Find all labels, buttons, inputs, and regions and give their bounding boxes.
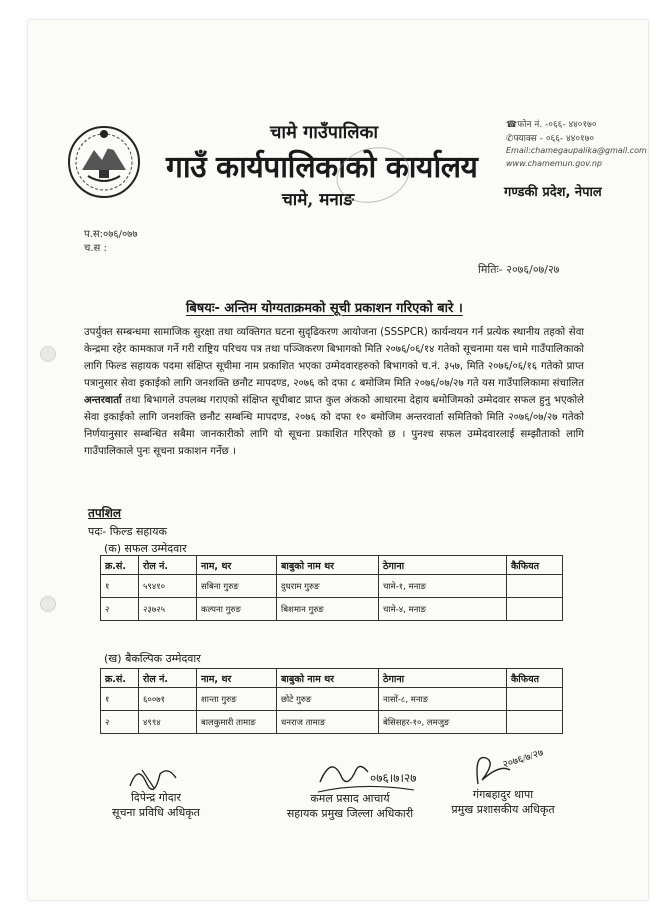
col-remarks: कैफियत (507, 669, 563, 688)
table-row (101, 688, 563, 711)
signatory-3 (428, 787, 578, 817)
cell-address: नासों-८, मनाङ (379, 688, 507, 711)
letter-date: मितिः- २०७६/०७/२७ (478, 263, 560, 276)
cell-father: बिशमान गुरुङ (277, 598, 379, 621)
cell-roll: ६००७१ (139, 688, 197, 711)
table-row (101, 598, 563, 621)
body-text-part2: तथा बिभागले उपलब्ध गराएको संक्षिप्त सूचीबाट प्राप्त कुल अंकको आधारमा देहाय बमोजिमको उम्मेदवार सफल हुनु भएकोले सेवा इकाईको लागि जनशक्ति छनौट सम्बन्धि मापदण्ड, २०७६ को दफा १० बमोजिम अन्तरवार्ता समितिको मिति २०७६/०७/२७ गतेको निर्णयानुसार सम्बन्धित सबैमा जानकारीको लागि यो सूचना प्रकाशित गरिएको छ । पुनश्च सफल उम्मेदवारलाई सम्झौताको लागि गाउँपालिकाले पुनः सूचना प्रकाशन गर्नेछ । (84, 395, 584, 457)
successful-candidates-table (100, 555, 563, 621)
email-address: Email:chamegaupalika@gmail.com (506, 146, 647, 155)
col-roll: रोल नं. (139, 556, 197, 575)
cell-name: शान्ता गुरुङ (197, 688, 277, 711)
col-name: नाम, थर (197, 669, 277, 688)
col-name: नाम, थर (197, 556, 277, 575)
alternate-candidates-table (100, 668, 563, 734)
table-row (101, 575, 563, 598)
municipality-name: चामे गाउँपालिका (270, 122, 379, 143)
signatory-1 (96, 790, 216, 820)
signature-1-image (124, 760, 184, 794)
cell-serial: २ (101, 711, 139, 734)
signatory-3-title: प्रमुख प्रशासकीय अधिकृत (451, 803, 555, 816)
cell-name: कल्पना गुरुङ (197, 598, 277, 621)
cell-remarks (507, 598, 563, 621)
fax-number: ✆फ्याक्स - ०६६- ४४०१७० (506, 134, 595, 144)
cell-father: दुधराम गुरुङ (277, 575, 379, 598)
cell-serial: २ (101, 598, 139, 621)
nepal-emblem-icon (66, 124, 142, 200)
col-roll: रोल नं. (139, 669, 197, 688)
body-text-part1: उपर्युक्त सम्बन्धमा सामाजिक सुरक्षा तथा व्यक्तिगत घटना सुदृढिकरण आयोजना (SSSPCR) कार्यन्वयन गर्न प्रत्येक स्थानीय तहको सेवा केन्द्रमा रहेर कामकाज गर्ने गरी राष्ट्रिय परिचय पत्र तथा पञ्जिकरण बिभागको मिति २०७६/०६/१४ गतेको सूचनामा यस चामे गाउँपालिकाको लागि फिल्ड सहायक पदमा संक्षिप्त सूचीमा नाम प्रकाशित भएका उम्मेदवारहरुको बिभागको च.नं. ३५७, मिति २०७६/०६/१६ गतेको प्राप्त पत्रानुसार सेवा इकाईको लागि जनशक्ति छनौट मापदण्ड, २०७६ को दफा ८ बमोजिम मिति २०७६/०७/२७ गते यस गाउँपालिकामा संचालित (84, 327, 584, 389)
cell-remarks (507, 575, 563, 598)
letter-subject: बिषयः- अन्तिम योग्यताक्रमको सूची प्रकाशन गरिएको बारे । (186, 301, 463, 316)
signature-3-date: २०७६/७/२७ (501, 747, 545, 771)
body-text-bold: अन्तरवार्ता (84, 395, 122, 406)
post-name: पदः- फिल्ड सहायक (88, 525, 167, 538)
signatory-3-name: गंगबहादुर थापा (472, 788, 534, 801)
cell-name: सबिना गुरुङ (197, 575, 277, 598)
cell-name: बालकुमारी तामाङ (197, 711, 277, 734)
punch-hole (40, 596, 56, 612)
cell-roll: २३७२५ (139, 598, 197, 621)
cell-remarks (507, 711, 563, 734)
punch-hole (40, 346, 56, 362)
signatory-2 (262, 791, 438, 821)
signatory-1-title: सूचना प्रविधि अधिकृत (112, 806, 200, 819)
signatory-1-name: दिपेन्द्र गोदार (131, 791, 181, 804)
table-row (101, 711, 563, 734)
table-header-row (101, 556, 563, 575)
cell-address: चामे-४, मनाङ (379, 598, 507, 621)
details-heading: तपशिल (88, 506, 122, 520)
letter-number: प.स:०७६/०७७ (84, 229, 138, 240)
letter-body (84, 324, 584, 460)
col-remarks: कैफियत (507, 556, 563, 575)
col-address: ठेगाना (379, 556, 507, 575)
col-father: बाबुको नाम थर (277, 669, 379, 688)
col-father: बाबुको नाम थर (277, 556, 379, 575)
office-name: गाउँ कार्यपालिकाको कार्यालय (166, 150, 478, 185)
website: www.chamemun.gov.np (506, 159, 602, 168)
cell-roll: ४९९४ (139, 711, 197, 734)
signatory-2-title: सहायक प्रमुख जिल्ला अधिकारी (286, 807, 414, 820)
cell-father: धनराज तामाङ (277, 711, 379, 734)
dispatch-number: च.स : (84, 243, 107, 254)
signature-2-date: ०७६।७।२७ (370, 771, 417, 785)
table-header-row (101, 669, 563, 688)
cell-address: चामे-१, मनाङ (379, 575, 507, 598)
phone-number: ☎फोन नं. -०६६- ४४०१७० (506, 120, 597, 130)
cell-serial: १ (101, 575, 139, 598)
office-location: चामे, मनाङ (282, 190, 355, 210)
cell-father: छोटे गुरुङ (277, 688, 379, 711)
col-address: ठेगाना (379, 669, 507, 688)
cell-roll: ५९४१० (139, 575, 197, 598)
cell-remarks (507, 688, 563, 711)
col-serial: क्र.सं. (101, 669, 139, 688)
successful-caption: (क) सफल उम्मेदवार (104, 542, 187, 555)
cell-address: बेसिसहर-१०, लमजुङ (379, 711, 507, 734)
col-serial: क्र.सं. (101, 556, 139, 575)
cell-serial: १ (101, 688, 139, 711)
province-name: गण्डकी प्रदेश, नेपाल (504, 185, 602, 200)
alternate-caption: (ख) बैकल्पिक उम्मेदवार (104, 652, 201, 665)
signatory-2-name: कमल प्रसाद आचार्य (310, 792, 390, 805)
